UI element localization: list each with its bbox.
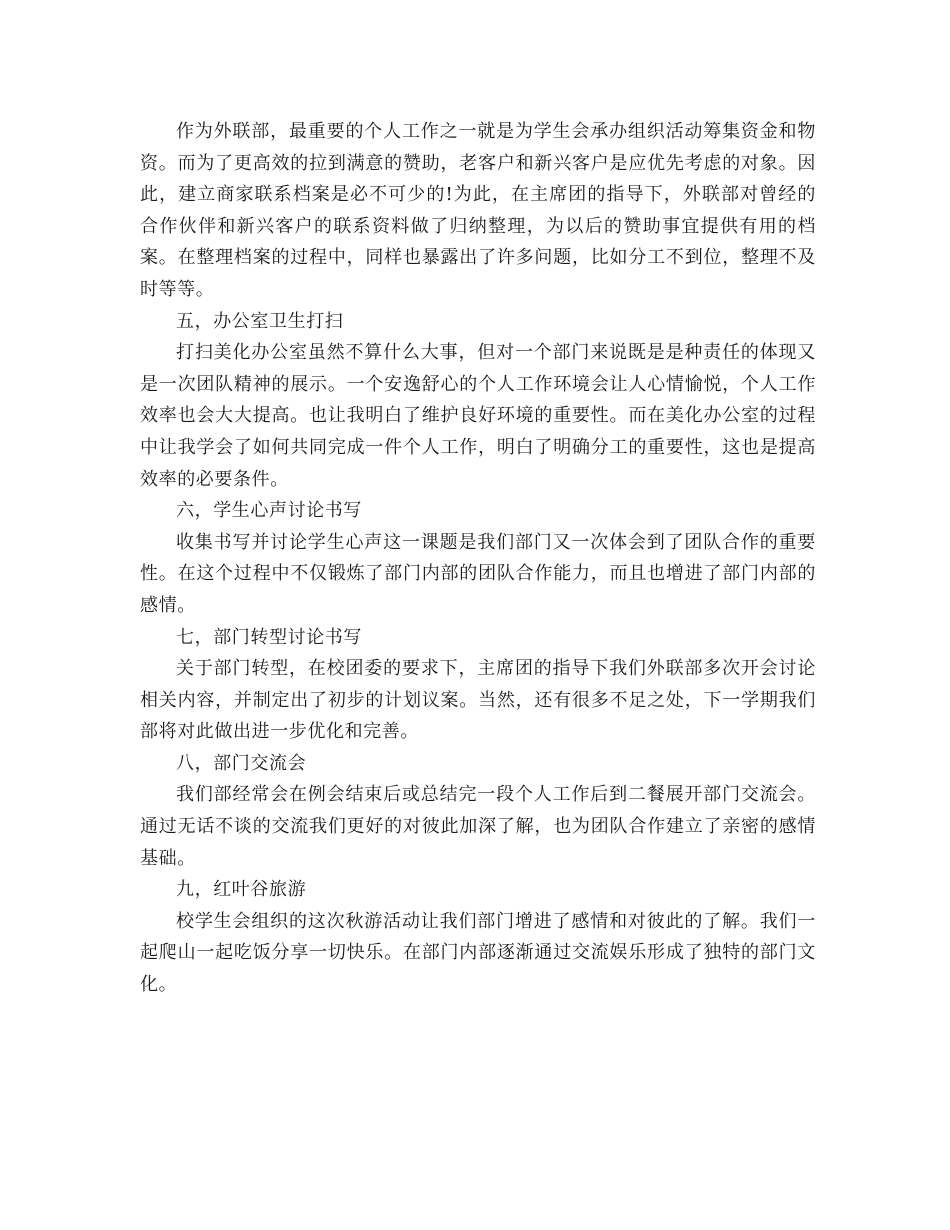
section-heading-red-leaf-valley-trip: 九，红叶谷旅游 [176, 879, 307, 901]
paragraph-sponsorship-archive: 作为外联部，最重要的个人工作之一就是为学生会承办组织活动筹集资金和物资。而为了更高效的拉到满意的赞助，老客户和新兴客户是应优先考虑的对象。因此，建立商家联系档案是必不可少的!为此，在主席团的指导下，外联部对曾经的合作伙伴和新兴客户的联系资料做了归纳整理，为以后的赞助事宜提供有用的档案。在整理档案的过程中，同样也暴露出了许多问题，比如分工不到位，整理不及时等等。 [140, 121, 816, 300]
section-heading-office-cleaning: 五，办公室卫生打扫 [176, 310, 344, 332]
section-heading-exchange-meeting: 八，部门交流会 [176, 752, 307, 774]
document-body [140, 116, 816, 1001]
section-heading-student-voice: 六，学生心声讨论书写 [176, 500, 362, 522]
paragraph-red-leaf-valley-trip: 校学生会组织的这次秋游活动让我们部门增进了感情和对彼此的了解。我们一起爬山一起吃饭分享一切快乐。在部门内部逐渐通过交流娱乐形成了独特的部门文化。 [140, 910, 816, 996]
section-heading-department-transition: 七，部门转型讨论书写 [176, 626, 362, 648]
paragraph-exchange-meeting: 我们部经常会在例会结束后或总结完一段个人工作后到二餐展开部门交流会。通过无话不谈的交流我们更好的对彼此加深了解，也为团队合作建立了亲密的感情基础。 [140, 784, 816, 869]
paragraph-department-transition: 关于部门转型，在校团委的要求下，主席团的指导下我们外联部多次开会讨论相关内容，并制定出了初步的计划议案。当然，还有很多不足之处，下一学期我们部将对此做出进一步优化和完善。 [140, 658, 816, 743]
paragraph-office-cleaning: 打扫美化办公室虽然不算什么大事，但对一个部门来说既是是种责任的体现又是一次团队精神的展示。一个安逸舒心的个人工作环境会让人心情愉悦，个人工作效率也会大大提高。也让我明白了维护良好环境的重要性。而在美化办公室的过程中让我学会了如何共同完成一件个人工作，明白了明确分工的重要性，这也是提高效率的必要条件。 [140, 342, 816, 490]
paragraph-student-voice: 收集书写并讨论学生心声这一课题是我们部门又一次体会到了团队合作的重要性。在这个过程中不仅锻炼了部门内部的团队合作能力，而且也增进了部门内部的感情。 [140, 531, 816, 616]
